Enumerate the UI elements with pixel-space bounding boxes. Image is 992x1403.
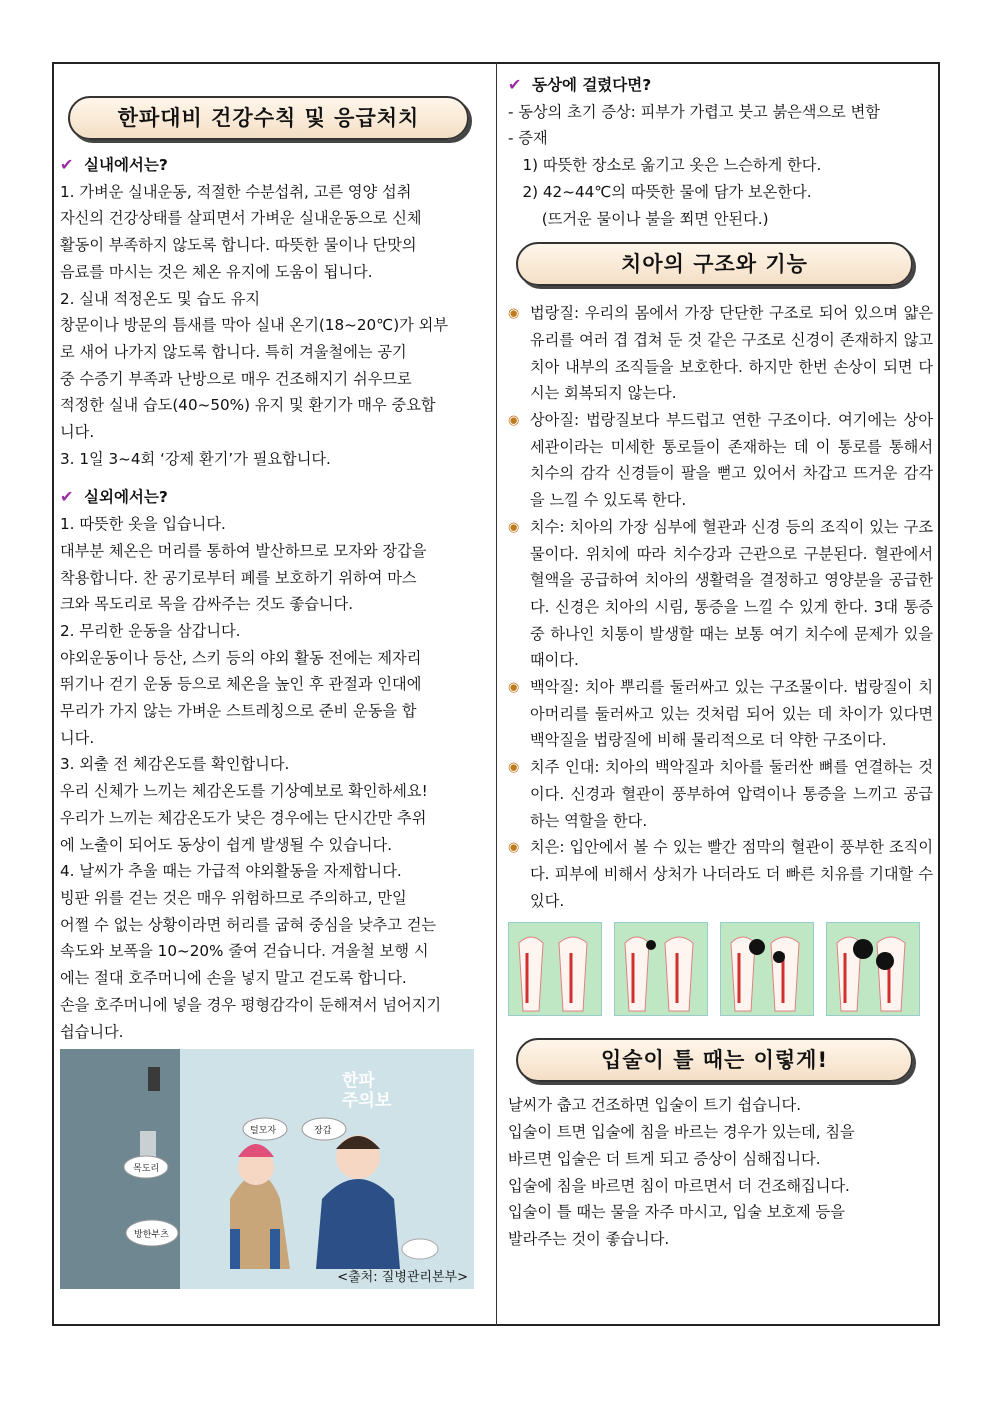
paragraph-line: 로 새어 나가지 않도록 합니다. 특히 겨울철에는 공기 (60, 342, 407, 361)
paragraph-line: (뜨거운 물이나 불을 쬐면 안된다.) (508, 209, 769, 228)
lips-paragraph (508, 1092, 933, 1252)
paragraph-line: 우리가 느끼는 체감온도가 낮은 경우에는 단시간만 추위 (60, 808, 427, 827)
paragraph-line: 빙판 위를 걷는 것은 매우 위험하므로 주의하고, 만일 (60, 888, 407, 907)
list-item (508, 834, 933, 914)
paragraph-line: 쉽습니다. (60, 1022, 124, 1041)
paragraph-line: 4. 날씨가 추울 때는 가급적 야외활동을 자제합니다. (60, 862, 402, 881)
paragraph-line: 발라주는 것이 좋습니다. (508, 1229, 670, 1248)
list-item (508, 300, 933, 407)
right-column (508, 62, 933, 1253)
paragraph-line: 크와 목도리로 목을 감싸주는 것도 좋습니다. (60, 595, 354, 614)
paragraph-line: 손을 호주머니에 넣을 경우 평형감각이 둔해져서 넘어지기 (60, 995, 442, 1014)
column-divider (496, 62, 497, 1326)
list-item (508, 514, 933, 674)
paragraph-line: 야외운동이나 등산, 스키 등의 야외 활동 전에는 제자리 (60, 648, 422, 667)
outdoor-heading (60, 484, 485, 511)
outdoor-paragraph (60, 511, 485, 1045)
teeth-banner-title: 치아의 구조와 기능 (621, 252, 808, 277)
list-item (508, 754, 933, 834)
scarf-label: 목도리 (133, 1164, 160, 1175)
paragraph-line: 자신의 건강상태를 살피면서 가벼운 실내운동으로 신체 (60, 209, 422, 228)
illustration-caption: <출처: 질병관리본부> (337, 1270, 468, 1286)
paragraph-line: 3. 외출 전 체감온도를 확인합니다. (60, 755, 290, 774)
paragraph-line: 1. 가벼운 실내운동, 적절한 수분섭취, 고른 영양 섭취 (60, 182, 412, 201)
tooth-panel-stage-1 (508, 922, 602, 1016)
paragraph-line: 1) 따뜻한 장소로 옮기고 옷은 느슨하게 한다. (508, 156, 822, 175)
paragraph-line: 3. 1일 3~4회 ‘강제 환기’가 필요합니다. (60, 449, 331, 468)
tooth-panel-stage-4 (826, 922, 920, 1016)
paragraph-line: 음료를 마시는 것은 체온 유지에 도움이 됩니다. (60, 262, 373, 281)
list-item-text: 치주 인대: 치아의 백악질과 치아를 둘러싼 뼈를 연결하는 것이다. 신경과 혈관이 풍부하여 압력이나 통증을 느끼고 공급하는 역할을 한다. (530, 758, 933, 830)
indoor-heading-text: 실내에서는? (84, 156, 168, 174)
frostbite-heading (508, 72, 933, 99)
tooth-panel-stage-3 (720, 922, 814, 1016)
paragraph-line: 날씨가 춥고 건조하면 입술이 트기 쉽습니다. (508, 1096, 802, 1115)
paragraph-line: 무리가 가지 않는 가벼운 스트레칭으로 준비 운동을 합 (60, 702, 417, 721)
bullet-icon: ◉ (508, 680, 520, 696)
paragraph-line: 니다. (60, 423, 95, 442)
cold-wave-illustration-svg (60, 1049, 474, 1289)
paragraph-line: 바르면 입술은 더 트게 되고 증상이 심해집니다. (508, 1149, 821, 1168)
frostbite-paragraph (508, 99, 933, 233)
hat-label: 털모자 (250, 1126, 277, 1137)
list-item (508, 407, 933, 514)
list-item-text: 상아질: 법랑질보다 부드럽고 연한 구조이다. 여기에는 상아세관이라는 미세한 통로들이 존재하는 데 이 통로를 통해서 치수의 감각 신경들이 팔을 뻗고 있어서 차갑고 뜨거운 감각을 느낄 수 있도록 한다. (530, 411, 933, 510)
poster-title (342, 1071, 391, 1111)
bullet-icon: ◉ (508, 840, 520, 856)
tooth-panel-stage-2 (614, 922, 708, 1016)
cold-wave-banner-title: 한파대비 건강수칙 및 응급처치 (117, 106, 420, 130)
teeth-banner (516, 242, 913, 286)
paragraph-line: 창문이나 방문의 틈새를 막아 실내 온기(18~20℃)가 외부 (60, 316, 449, 335)
check-icon: ✔ (508, 75, 522, 94)
paragraph-line: 2. 무리한 운동을 삼갑니다. (60, 621, 241, 640)
list-item-text: 치은: 입안에서 볼 수 있는 빨간 점막의 혈관이 풍부한 조직이다. 피부에 비해서 상처가 나더라도 더 빠른 치유를 기대할 수 있다. (530, 838, 933, 910)
bullet-icon: ◉ (508, 760, 520, 776)
boots-label: 방한부츠 (134, 1230, 169, 1241)
paragraph-line: 뛰기나 걷기 운동 등으로 체온을 높인 후 관절과 인대에 (60, 675, 422, 694)
outdoor-heading-text: 실외에서는? (84, 488, 168, 507)
paragraph-line: 속도와 보폭을 10~20% 줄여 걷습니다. 겨울철 보행 시 (60, 942, 429, 961)
paragraph-line: 우리 신체가 느끼는 체감온도를 기상예보로 확인하세요! (60, 782, 428, 801)
paragraph-line: 어쩔 수 없는 상황이라면 허리를 굽혀 중심을 낮추고 걷는 (60, 915, 437, 934)
paragraph-line: 적정한 실내 습도(40~50%) 유지 및 환기가 매우 중요합 (60, 396, 436, 415)
paragraph-line: 입술이 트면 입술에 침을 바르는 경우가 있는데, 침을 (508, 1123, 855, 1142)
list-item-text: 치수: 치아의 가장 심부에 혈관과 신경 등의 조직이 있는 구조물이다. 위치에 따라 치수강과 근관으로 구분된다. 혈관에서 혈액을 공급하여 치아의 생활력을 결정하고 영양분을 공급한다. 신경은 치아의 시림, 통증을 느낄 수 있게 한다. 3대 통증 중 하나인 치통이 발생할 때는 보통 여기 치수에 문제가 있을 때이다. (530, 517, 933, 670)
paragraph-line: 1. 따뜻한 옷을 입습니다. (60, 515, 226, 534)
left-column (60, 62, 485, 1289)
list-item-text: 백악질: 치아 뿌리를 둘러싸고 있는 구조물이다. 법랑질이 치아머리를 둘러싸고 있는 것처럼 되어 있는 데 차이가 있다면 백악질을 법랑질에 비해 물리적으로 더 약한 구조이다. (530, 678, 933, 750)
poster-title-line-2: 주의보 (342, 1091, 392, 1112)
bullet-icon: ◉ (508, 519, 520, 535)
frostbite-heading-text: 동상에 걸렸다면? (532, 76, 652, 94)
paragraph-line: 활동이 부족하지 않도록 합니다. 따뜻한 물이나 단맛의 (60, 236, 417, 255)
paragraph-line: - 동상의 초기 증상: 피부가 가렵고 붓고 붉은색으로 변함 (508, 102, 880, 121)
paragraph-line: 중 수증기 부족과 난방으로 매우 건조해지기 쉬우므로 (60, 369, 412, 388)
paragraph-line: 에 노출이 되어도 동상이 쉽게 발생될 수 있습니다. (60, 835, 393, 854)
tooth-decay-illustration (508, 922, 933, 1016)
paragraph-line: 2. 실내 적정온도 및 습도 유지 (60, 289, 261, 308)
lips-banner-title: 입술이 틀 때는 이렇게! (600, 1048, 829, 1073)
list-item (508, 674, 933, 754)
list-item-text: 법랑질: 우리의 몸에서 가장 단단한 구조로 되어 있으며 얇은 유리를 여러 겹 겹쳐 둔 것 같은 구조로 신경이 존재하지 않고 치아 내부의 조직들을 보호한다. 하지만 한번 손상이 되면 다시는 회복되지 않는다. (530, 304, 933, 403)
check-icon: ✔ (60, 487, 74, 507)
poster-title-line-1: 한파 (342, 1071, 375, 1092)
paragraph-line: 착용합니다. 찬 공기로부터 폐를 보호하기 위하여 마스 (60, 568, 417, 587)
cold-wave-banner (68, 96, 469, 140)
indoor-heading (60, 152, 485, 179)
lips-banner (516, 1038, 913, 1082)
gloves-label: 장갑 (314, 1126, 332, 1137)
paragraph-line: - 증재 (508, 129, 548, 148)
paragraph-line: 니다. (60, 728, 95, 747)
bullet-icon: ◉ (508, 413, 520, 429)
paragraph-line: 대부분 체온은 머리를 통하여 발산하므로 모자와 장갑을 (60, 541, 427, 560)
paragraph-line: 에는 절대 호주머니에 손을 넣지 말고 걷도록 합니다. (60, 969, 407, 988)
check-icon: ✔ (60, 155, 74, 174)
cold-wave-illustration (60, 1049, 474, 1289)
paragraph-line: 입술에 침을 바르면 침이 마르면서 더 건조해집니다. (508, 1176, 850, 1195)
indoor-paragraph (60, 179, 485, 473)
paragraph-line: 2) 42~44℃의 따뜻한 물에 담가 보온한다. (508, 182, 812, 201)
teeth-list (508, 300, 933, 914)
bullet-icon: ◉ (508, 306, 520, 322)
paragraph-line: 입술이 틀 때는 물을 자주 마시고, 입술 보호제 등을 (508, 1203, 845, 1222)
